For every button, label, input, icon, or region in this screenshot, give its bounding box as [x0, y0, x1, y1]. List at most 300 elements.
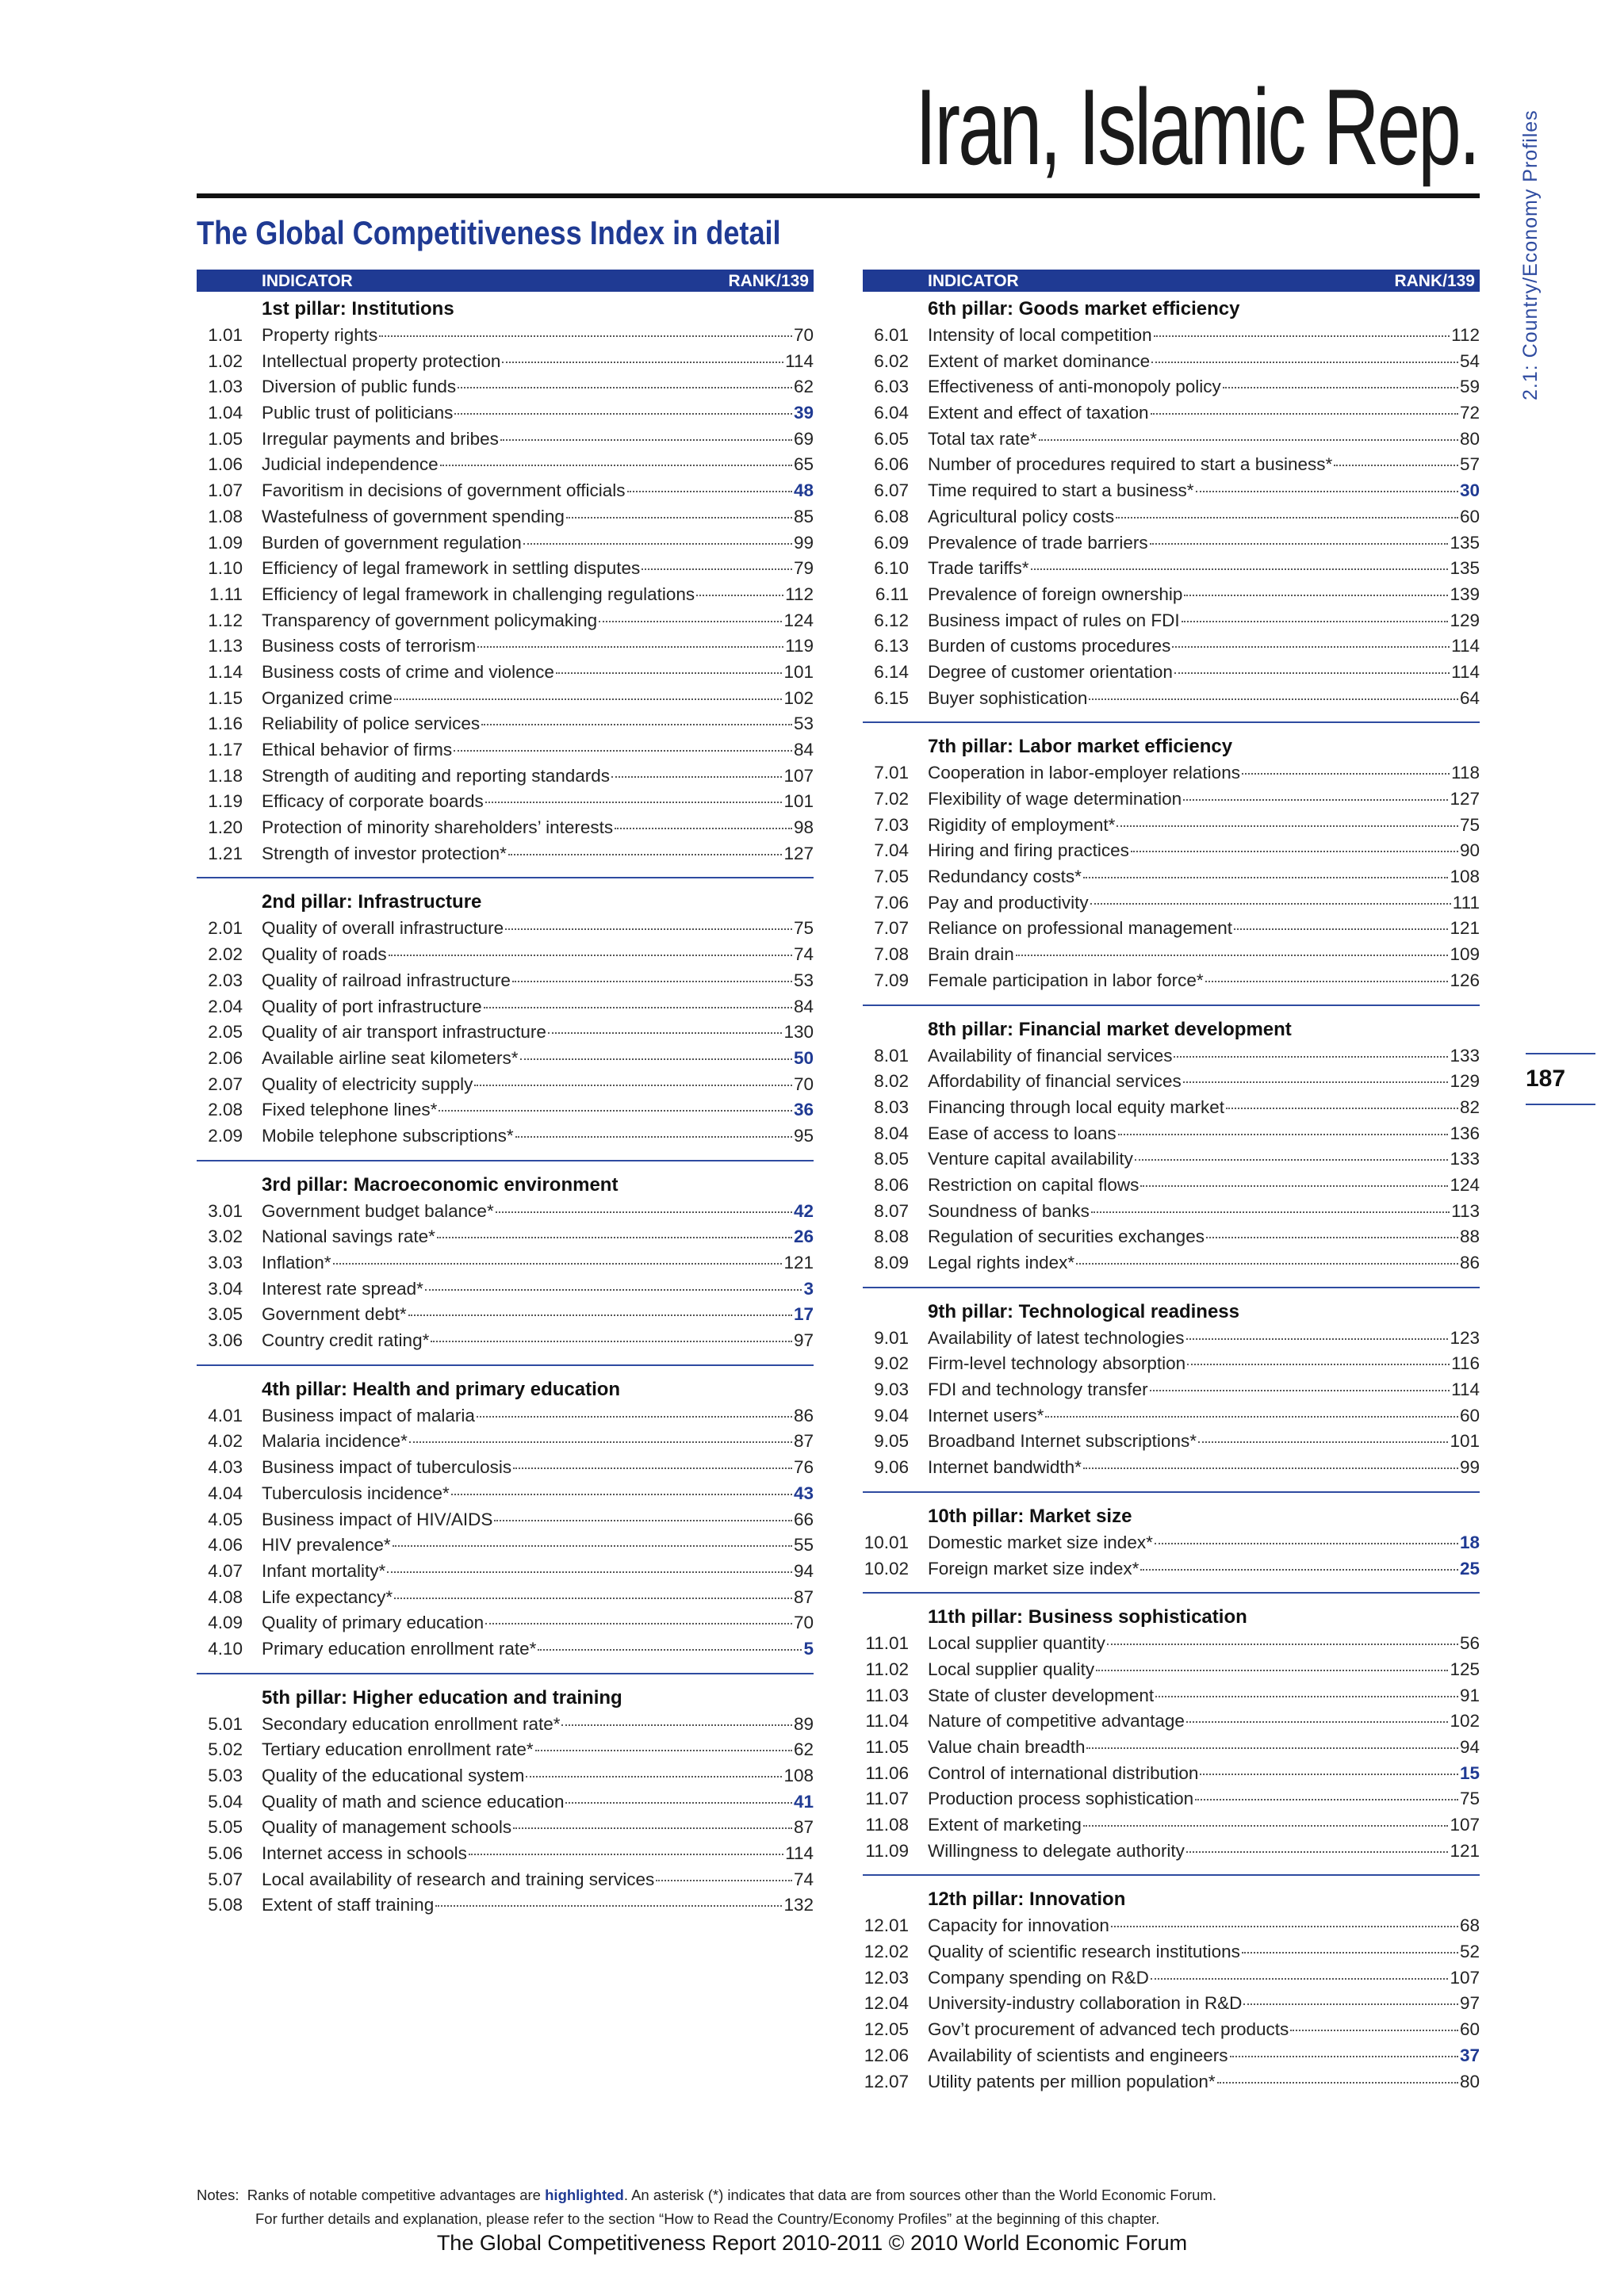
rank-value: 65	[793, 454, 814, 475]
indicator-row	[197, 916, 814, 943]
indicator-row	[197, 1482, 814, 1508]
indicator-row	[197, 1225, 814, 1251]
rank-value: 116	[1451, 1353, 1480, 1374]
indicator-number: 6.04	[874, 403, 909, 423]
indicator-label: Production process sophistication	[928, 1789, 1194, 1809]
indicator-row	[863, 1632, 1480, 1658]
dot-leader	[1183, 1081, 1449, 1083]
indicator-row	[197, 609, 814, 635]
indicator-row	[863, 1173, 1480, 1200]
indicator-line	[928, 1533, 1480, 1553]
indicator-line	[262, 636, 814, 656]
indicator-label: Quality of scientific research institutions	[928, 1942, 1240, 1962]
indicator-number: 11.09	[865, 1840, 909, 1861]
indicator-label: Trade tariffs*	[928, 558, 1029, 579]
indicator-line	[928, 1659, 1480, 1680]
indicator-number: 4.07	[208, 1560, 243, 1581]
rank-value: 57	[1459, 454, 1480, 475]
rank-value: 60	[1459, 1405, 1480, 1425]
pillar-title: 11th pillar: Business sophistication	[928, 1606, 1247, 1628]
indicator-number: 12.01	[864, 1915, 909, 1936]
indicator-number: 1.13	[208, 636, 243, 656]
indicator-line	[262, 688, 814, 709]
rank-value: 114	[1451, 1380, 1480, 1400]
rank-value: 114	[785, 350, 814, 371]
dot-leader	[1200, 1774, 1458, 1775]
rank-value: 62	[793, 1739, 814, 1760]
indicator-row	[863, 1557, 1480, 1583]
indicator-number: 12.02	[864, 1942, 909, 1962]
dot-leader	[515, 1136, 792, 1138]
indicator-label: Availability of latest technologies	[928, 1327, 1185, 1348]
indicator-line	[928, 1559, 1480, 1579]
dot-leader	[1290, 2030, 1458, 2031]
indicator-line	[262, 1535, 814, 1556]
indicator-row	[197, 764, 814, 790]
indicator-label: Foreign market size index*	[928, 1558, 1139, 1578]
rank-value: 84	[793, 996, 814, 1016]
dot-leader	[1172, 646, 1450, 648]
rank-value: 114	[785, 1843, 814, 1864]
indicator-number: 1.09	[208, 532, 243, 553]
indicator-row	[197, 453, 814, 479]
indicator-row	[197, 1637, 814, 1663]
indicator-label: Business impact of rules on FDI	[928, 610, 1180, 630]
rank-value: 99	[1459, 1457, 1480, 1478]
indicator-line	[262, 997, 814, 1017]
indicator-number: 1.08	[208, 506, 243, 526]
rank-value: 97	[793, 1330, 814, 1351]
indicator-label: Local supplier quality	[928, 1659, 1095, 1679]
indicator-number: 4.06	[208, 1535, 243, 1556]
indicator-line	[928, 918, 1480, 939]
dot-leader	[561, 1724, 791, 1726]
rank-value: 60	[1459, 506, 1480, 526]
indicator-label: Mobile telephone subscriptions*	[262, 1125, 514, 1146]
indicator-line	[928, 1328, 1480, 1349]
indicator-label: Available airline seat kilometers*	[262, 1047, 519, 1068]
indicator-label: Quality of the educational system	[262, 1766, 525, 1785]
indicator-number: 4.03	[208, 1457, 243, 1478]
indicator-line	[262, 584, 814, 605]
indicator-row	[863, 1531, 1480, 1557]
rank-value: 112	[1451, 325, 1480, 345]
indicator-number: 6.11	[875, 584, 909, 604]
indicator-line	[928, 763, 1480, 783]
dot-leader	[513, 1468, 792, 1469]
indicator-row	[863, 660, 1480, 687]
dot-leader	[696, 595, 783, 596]
indicator-row	[197, 1712, 814, 1739]
indicator-number: 4.08	[208, 1586, 243, 1607]
indicator-row	[863, 375, 1480, 401]
rank-value: 87	[793, 1431, 814, 1452]
dot-leader	[1205, 981, 1449, 982]
rank-value-highlighted: 42	[793, 1200, 814, 1221]
notes-text-b: . An asterisk (*) indicates that data are from sources other than the World Economic Forum.	[623, 2187, 1216, 2203]
indicator-number: 12.06	[864, 2045, 909, 2065]
rank-value: 70	[793, 1073, 814, 1094]
indicator-label: Brain drain	[928, 944, 1014, 965]
rank-value: 107	[1450, 1967, 1480, 1988]
dot-leader	[1083, 1825, 1449, 1827]
indicator-label: Primary education enrollment rate*	[262, 1638, 537, 1659]
indicator-line	[928, 584, 1480, 605]
indicator-line	[928, 1763, 1480, 1784]
indicator-label: Internet users*	[928, 1405, 1044, 1425]
indicator-label: Internet access in schools	[262, 1843, 467, 1864]
indicator-label: Financing through local equity market	[928, 1096, 1224, 1117]
rank-value: 98	[793, 817, 814, 838]
indicator-number: 9.06	[874, 1457, 909, 1478]
dot-leader	[656, 1880, 792, 1881]
pillar-title: 7th pillar: Labor market efficiency	[928, 736, 1233, 758]
rank-value: 127	[1450, 789, 1480, 809]
indicator-label: Prevalence of foreign ownership	[928, 584, 1183, 604]
indicator-row	[863, 1147, 1480, 1173]
indicator-label: Government debt*	[262, 1304, 407, 1325]
indicator-row	[197, 1508, 814, 1534]
indicator-number: 4.04	[208, 1483, 243, 1503]
indicator-line	[928, 1253, 1480, 1273]
rank-value: 127	[783, 843, 814, 863]
dot-leader	[1150, 543, 1449, 545]
indicator-label: Efficacy of corporate boards	[262, 791, 484, 812]
indicator-line	[262, 1100, 814, 1120]
indicator-number: 6.08	[874, 506, 909, 526]
indicator-number: 5.07	[208, 1869, 243, 1889]
indicator-line	[262, 1639, 814, 1659]
indicator-label: Intensity of local competition	[928, 325, 1152, 345]
dot-leader	[505, 928, 792, 930]
indicator-label: Quality of port infrastructure	[262, 996, 482, 1016]
rank-value: 79	[793, 558, 814, 579]
rank-value: 75	[1459, 1789, 1480, 1809]
indicator-number: 6.15	[874, 687, 909, 708]
indicator-row	[197, 660, 814, 687]
pillar-title: 3rd pillar: Macroeconomic environment	[262, 1173, 619, 1196]
indicator-row	[197, 1559, 814, 1586]
indicator-line	[262, 714, 814, 734]
indicator-number: 5.05	[208, 1817, 243, 1838]
dot-leader	[513, 1827, 792, 1829]
dot-leader	[1174, 1056, 1448, 1058]
dot-leader	[1155, 1696, 1458, 1697]
rank-header: RANK/139	[728, 272, 809, 290]
indicator-label: Prevalence of trade barriers	[928, 532, 1148, 553]
dot-leader	[1083, 877, 1449, 878]
notes-line-2: For further details and explanation, please refer to the section “How to Read the Country/Economy Profiles” at the beginning of this chapter.	[255, 2210, 1160, 2227]
rank-value: 62	[793, 377, 814, 397]
indicator-number: 9.02	[874, 1353, 909, 1374]
dot-leader	[1151, 413, 1458, 415]
indicator-label: Agricultural policy costs	[928, 506, 1115, 526]
dot-leader	[484, 1007, 792, 1008]
indicator-row	[863, 2018, 1480, 2044]
dot-leader	[1226, 1108, 1458, 1109]
indicator-row	[197, 969, 814, 995]
dot-leader	[1116, 825, 1458, 827]
dot-leader	[1090, 903, 1451, 905]
dot-leader	[556, 672, 783, 674]
dot-leader	[1076, 1263, 1458, 1265]
indicator-line	[928, 1942, 1480, 1962]
indicator-line	[262, 1613, 814, 1633]
indicator-number: 6.07	[874, 480, 909, 501]
rank-value-highlighted: 18	[1459, 1532, 1480, 1552]
dot-leader	[1135, 1159, 1449, 1161]
indicator-label: Quality of railroad infrastructure	[262, 970, 511, 990]
indicator-row	[197, 816, 814, 842]
indicator-line	[262, 1792, 814, 1812]
side-section-label: 2.1: Country/Economy Profiles	[1519, 109, 1542, 400]
dot-leader	[1151, 1978, 1449, 1980]
section-title: The Global Competitiveness Index in detail	[197, 214, 781, 251]
rank-value: 139	[1450, 584, 1480, 604]
indicator-row	[863, 505, 1480, 531]
indicator-line	[262, 817, 814, 838]
footer-copyright: The Global Competitiveness Report 2010-2011 © 2010 World Economic Forum	[436, 2231, 1188, 2255]
indicator-label: Effectiveness of anti-monopoly policy	[928, 377, 1221, 397]
indicator-label: Quality of primary education	[262, 1613, 485, 1633]
indicator-line	[262, 1739, 814, 1760]
dot-leader	[566, 517, 792, 519]
rank-value: 108	[1450, 867, 1480, 887]
dot-leader	[500, 439, 792, 441]
pillar-title: 5th pillar: Higher education and training	[262, 1686, 622, 1709]
dot-leader	[1107, 1644, 1458, 1645]
indicator-label: Business impact of HIV/AIDS	[262, 1509, 493, 1529]
indicator-row	[863, 2044, 1480, 2070]
rank-value: 72	[1459, 403, 1480, 423]
rank-value-highlighted: 36	[793, 1100, 814, 1120]
indicator-line	[928, 970, 1480, 991]
indicator-row	[863, 1456, 1480, 1482]
indicator-label: Reliability of police services	[262, 714, 481, 734]
indicator-row	[863, 583, 1480, 609]
rank-value: 107	[783, 765, 814, 786]
indicator-row	[863, 969, 1480, 995]
dot-leader	[454, 413, 792, 415]
rank-value-highlighted: 43	[793, 1483, 814, 1503]
rank-value: 68	[1459, 1915, 1480, 1936]
pillar-section	[863, 1592, 1480, 1865]
indicator-row	[197, 1404, 814, 1430]
indicator-line	[262, 1406, 814, 1426]
dot-leader	[615, 828, 792, 829]
indicator-label: Pay and productivity	[928, 892, 1089, 913]
dot-leader	[1151, 362, 1458, 363]
rank-value: 119	[785, 636, 814, 656]
indicator-number: 11.06	[865, 1762, 909, 1783]
indicator-row	[863, 891, 1480, 917]
pillar-title: 10th pillar: Market size	[928, 1505, 1132, 1527]
rank-value-highlighted: 37	[1459, 2045, 1480, 2065]
indicator-number: 7.05	[874, 867, 909, 887]
indicator-label: Regulation of securities exchanges	[928, 1226, 1205, 1247]
indicator-number: 11.01	[865, 1633, 909, 1654]
indicator-label: Capacity for innovation	[928, 1915, 1109, 1936]
dot-leader	[523, 543, 792, 545]
rank-value: 113	[1451, 1200, 1480, 1221]
indicator-row	[197, 1251, 814, 1277]
indicator-line	[928, 1380, 1480, 1400]
indicator-number: 1.06	[208, 454, 243, 475]
indicator-number: 1.19	[208, 791, 243, 812]
indicator-label: Protection of minority shareholders’ interests	[262, 817, 614, 838]
indicator-number: 6.14	[874, 661, 909, 682]
indicator-line	[928, 944, 1480, 965]
indicator-number: 5.01	[208, 1713, 243, 1734]
indicator-row	[863, 323, 1480, 350]
dot-leader	[1039, 439, 1458, 441]
indicator-number: 1.02	[208, 350, 243, 371]
pillar-title: 4th pillar: Health and primary education	[262, 1378, 621, 1400]
rank-value: 80	[1459, 428, 1480, 449]
left-column	[197, 270, 814, 1919]
dot-leader	[1186, 1338, 1449, 1340]
indicator-number: 7.04	[874, 840, 909, 861]
indicator-number: 9.03	[874, 1380, 909, 1400]
dot-leader	[1174, 672, 1450, 674]
indicator-label: Quality of management schools	[262, 1817, 512, 1838]
indicator-row	[197, 323, 814, 350]
indicator-label: Malaria incidence*	[262, 1431, 408, 1452]
notes	[197, 2183, 1545, 2231]
indicator-row	[863, 1914, 1480, 1940]
indicator-number: 12.05	[864, 2019, 909, 2040]
pillar-title: 12th pillar: Innovation	[928, 1888, 1126, 1911]
indicator-row	[863, 453, 1480, 479]
indicator-label: Broadband Internet subscriptions*	[928, 1431, 1197, 1452]
dot-leader	[481, 724, 792, 725]
indicator-line	[262, 1304, 814, 1325]
indicator-row	[197, 1868, 814, 1894]
indicator-line	[262, 662, 814, 683]
indicator-line	[262, 766, 814, 786]
indicator-number: 8.03	[874, 1096, 909, 1117]
indicator-number: 2.03	[208, 970, 243, 990]
indicator-number: 3.02	[208, 1226, 243, 1247]
indicator-label: National savings rate*	[262, 1226, 435, 1247]
dot-leader	[1243, 2003, 1458, 2005]
rank-value: 107	[1450, 1815, 1480, 1835]
indicator-label: Irregular payments and bribes	[262, 428, 499, 449]
indicator-number: 6.13	[874, 636, 909, 656]
dot-leader	[642, 568, 792, 570]
indicator-number: 1.17	[208, 740, 243, 760]
indicator-line	[262, 377, 814, 397]
indicator-line	[928, 403, 1480, 423]
indicator-label: Affordability of financial services	[928, 1071, 1182, 1092]
rank-value: 85	[793, 506, 814, 526]
pillar-section	[863, 1004, 1480, 1277]
notes-text-a: Ranks of notable competitive advantages are	[247, 2187, 541, 2203]
dot-leader	[1091, 1211, 1450, 1213]
indicator-row	[197, 1893, 814, 1919]
indicator-label: Favoritism in decisions of government officials	[262, 480, 626, 501]
indicator-row	[863, 350, 1480, 376]
rank-value: 114	[1451, 661, 1480, 682]
indicator-number: 5.02	[208, 1739, 243, 1760]
indicator-number: 1.03	[208, 377, 243, 397]
indicator-line	[262, 1895, 814, 1915]
indicator-label: Rigidity of employment*	[928, 814, 1116, 835]
indicator-number: 11.07	[865, 1789, 909, 1809]
indicator-number: 3.01	[208, 1200, 243, 1221]
rank-value: 75	[1459, 814, 1480, 835]
indicator-row	[863, 634, 1480, 660]
indicator-row	[197, 1020, 814, 1047]
indicator-row	[197, 531, 814, 557]
indicator-row	[863, 1404, 1480, 1430]
indicator-label: Quality of roads	[262, 944, 387, 965]
indicator-row	[863, 531, 1480, 557]
indicator-number: 4.05	[208, 1509, 243, 1529]
indicator-label: Country credit rating*	[262, 1330, 430, 1351]
dot-leader	[435, 1905, 782, 1907]
indicator-label: Extent of staff training	[262, 1895, 435, 1915]
dot-leader	[1154, 335, 1450, 337]
indicator-label: Flexibility of wage determination	[928, 789, 1182, 809]
pillar-list	[197, 295, 814, 1919]
dot-leader	[409, 1441, 792, 1443]
indicator-row	[197, 687, 814, 713]
dot-leader	[508, 854, 783, 855]
dot-leader	[494, 1520, 792, 1521]
rank-value: 56	[1459, 1633, 1480, 1654]
dot-leader	[408, 1314, 792, 1316]
indicator-header: INDICATOR	[928, 272, 1019, 290]
indicator-row	[863, 1839, 1480, 1866]
indicator-number: 11.05	[865, 1736, 909, 1757]
rank-value: 136	[1450, 1123, 1480, 1143]
indicator-line	[928, 1431, 1480, 1452]
page-number-box	[1526, 1053, 1595, 1105]
indicator-line	[262, 1226, 814, 1247]
indicator-line	[262, 1843, 814, 1864]
dot-leader	[379, 335, 792, 337]
indicator-row	[197, 427, 814, 453]
indicator-number: 2.05	[208, 1022, 243, 1043]
indicator-number: 8.09	[874, 1253, 909, 1272]
indicator-row	[863, 943, 1480, 969]
rank-value: 133	[1450, 1149, 1480, 1169]
indicator-number: 1.10	[208, 558, 243, 579]
indicator-label: Utility patents per million population*	[928, 2071, 1216, 2091]
indicator-label: Time required to start a business*	[928, 480, 1194, 501]
indicator-row	[197, 1277, 814, 1303]
indicator-label: Quality of electricity supply	[262, 1073, 473, 1094]
rank-value: 121	[783, 1253, 814, 1272]
indicator-line	[928, 867, 1480, 887]
indicator-line	[928, 377, 1480, 397]
indicator-line	[928, 2045, 1480, 2066]
indicator-row	[863, 1992, 1480, 2018]
indicator-line	[928, 2019, 1480, 2040]
rank-value: 74	[793, 1869, 814, 1889]
indicator-number: 4.10	[208, 1638, 243, 1659]
indicator-number: 9.05	[874, 1431, 909, 1452]
rank-value: 124	[783, 610, 814, 630]
rank-value: 70	[793, 325, 814, 345]
rank-value: 97	[1459, 1993, 1480, 2014]
indicator-line	[262, 1048, 814, 1069]
indicator-line	[262, 1766, 814, 1786]
dot-leader	[1186, 1851, 1449, 1853]
indicator-line	[262, 454, 814, 475]
rank-value: 99	[793, 532, 814, 553]
